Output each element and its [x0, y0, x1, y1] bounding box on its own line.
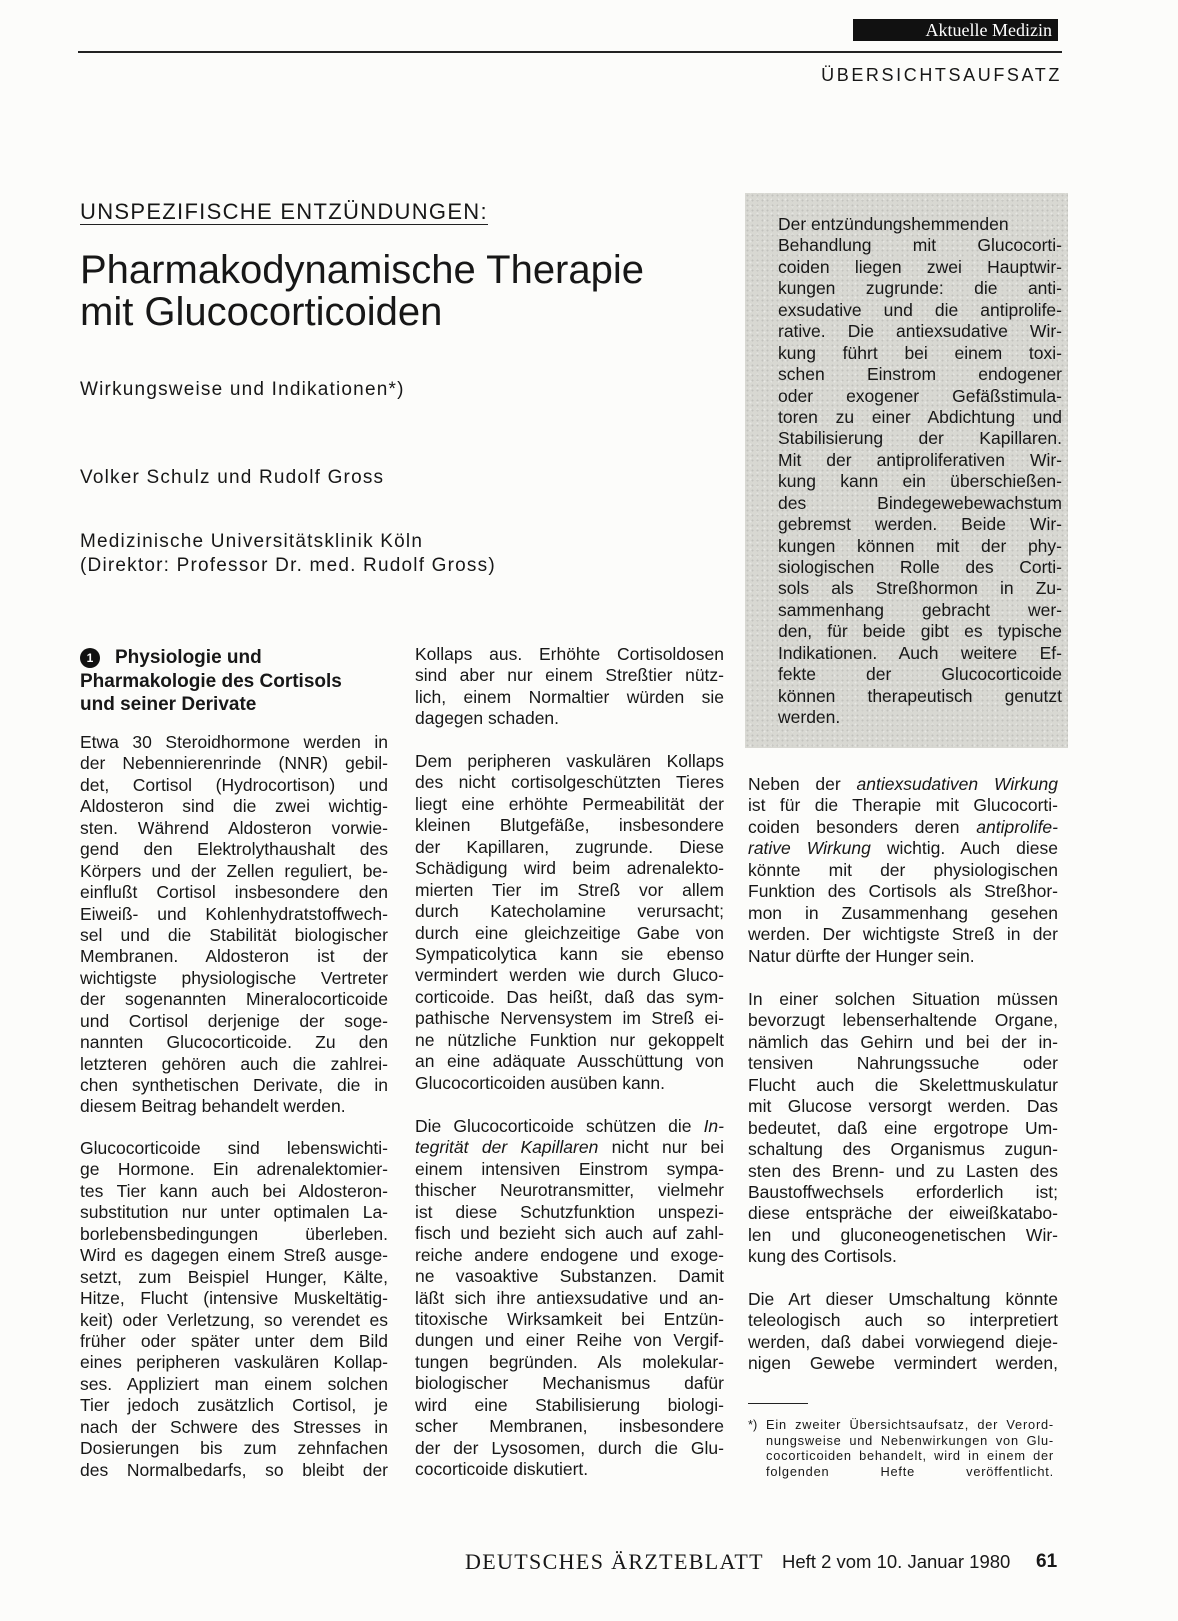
text-line: kungen können mit der phy-: [778, 535, 1062, 556]
text-line: kung des Cortisols.: [748, 1246, 897, 1267]
text-line: Membranen. Aldosteron ist der: [80, 946, 388, 967]
text-line: den, für beide gibt es typische: [778, 621, 1062, 642]
text-line: werden, daß dabei vorwiegend dieje-: [748, 1331, 1058, 1352]
text-line: einflußt Cortisol insbesondere den: [80, 882, 388, 903]
text-line: toren zu einer Abdichtung und: [778, 406, 1062, 427]
heading-line: Pharmakologie des Cortisols: [80, 670, 342, 692]
text-line: Körpers und der Zellen reguliert, be-: [80, 860, 388, 881]
text-line: bevorzugt lebenserhaltende Organe,: [748, 1010, 1058, 1031]
text-line: mierten Tier im Streß vor allem: [415, 879, 724, 900]
text-line: nannten Glucocorticoide. Zu den: [80, 1032, 388, 1053]
text-line: Die Glucocorticoide schützen die In-: [415, 1116, 724, 1136]
text-line: Stabilisierung der Kapillaren.: [778, 428, 1062, 449]
text-line: pathische Nervensystem im Streß ei-: [415, 1008, 724, 1029]
text-line: coiden besonders deren antiprolife-: [748, 816, 1058, 837]
text-line: Funktion des Cortisols als Streßhor-: [748, 881, 1058, 902]
text-line: Eiweiß- und Kohlenhydratstoffwech-: [80, 903, 388, 924]
text-line: sind aber nur einem Streßtier nütz-: [415, 665, 724, 686]
text-line: tensiven Nahrungssuche oder: [748, 1053, 1058, 1074]
text-line: Dem peripheren vaskulären Kollaps: [415, 751, 724, 771]
heading-text: Physiologie und: [115, 647, 262, 668]
text-line: Ein zweiter Übersichtsaufsatz, der Verord-: [766, 1417, 1054, 1432]
italic-text: tegrität der Kapillaren: [415, 1137, 599, 1158]
header-rule: [78, 51, 1062, 53]
heading-line: [80, 646, 388, 670]
text-line: scher Membranen, insbesondere: [415, 1416, 724, 1437]
text-line: des nicht cortisolgeschützten Tieres: [415, 772, 724, 793]
italic-text: rative Wirkung: [748, 838, 871, 859]
footnote-marker: *): [748, 1417, 758, 1432]
text-line: schaltung des Organismus zugun-: [748, 1139, 1058, 1160]
text-line: diesem Beitrag behandelt werden.: [80, 1096, 346, 1117]
text-line: läßt sich ihre antiexsudative und an-: [415, 1287, 724, 1308]
text-line: durch Katecholamine verursacht;: [415, 901, 724, 922]
text-line: einem intensiven Einstrom sympa-: [415, 1158, 724, 1179]
text-line: sammenhang gebracht wer-: [778, 599, 1062, 620]
text-line: fekte der Glucocorticoide: [778, 664, 1062, 685]
text-line: Hitze, Flucht (intensive Muskeltätig-: [80, 1288, 388, 1309]
text-line: coiden liegen zwei Hauptwir-: [778, 256, 1062, 277]
affiliation-line: (Direktor: Professor Dr. med. Rudolf Gross): [80, 555, 496, 576]
text-line: nigen Gewebe vermindert werden,: [748, 1353, 1058, 1374]
text-line: Behandlung mit Glucocorti-: [778, 235, 1062, 256]
text-line: kung kann ein überschießen-: [778, 471, 1062, 492]
text-line: kung führt bei einem toxi-: [778, 342, 1062, 363]
text-line: kungen zugrunde: die anti-: [778, 278, 1062, 299]
text-line: len und gluconeogenetischen Wir-: [748, 1224, 1058, 1245]
text-line: vermindert werden wie durch Gluco-: [415, 965, 724, 986]
text-line: der Nebennierenrinde (NNR) gebil-: [80, 753, 388, 774]
text-line: durch eine gleichzeitige Gabe von: [415, 922, 724, 943]
text-line: In einer solchen Situation müssen: [748, 989, 1058, 1009]
text-line: könnte mit der physiologischen: [748, 859, 1058, 880]
italic-text: antiexsudativen Wirkung: [856, 774, 1058, 794]
text-line: biologischer Mechanismus dafür: [415, 1373, 724, 1394]
text-line: kleinen Blutgefäße, insbesondere: [415, 815, 724, 836]
text-line: gebremst werden. Beide Wir-: [778, 514, 1062, 535]
text-line: dungen und einer Reihe von Vergif-: [415, 1330, 724, 1351]
text-line: Flucht auch die Skelettmuskulatur: [748, 1074, 1058, 1095]
body-paragraph: [748, 774, 1058, 967]
text-line: setzt, zum Beispiel Hunger, Kälte,: [80, 1266, 388, 1287]
text-line: der der Lysosomen, durch die Glu-: [415, 1437, 724, 1458]
text-line: sten des Brenn- und zu Lasten des: [748, 1160, 1058, 1181]
text-line: Sympaticolytica kann sie ebenso: [415, 943, 724, 964]
body-paragraph: [415, 1116, 724, 1480]
text-line: tes Tier kann auch bei Aldosteron-: [80, 1180, 388, 1201]
text-line: tegrität der Kapillaren nicht nur bei: [415, 1137, 724, 1158]
title-line: Pharmakodynamische Therapie: [80, 248, 645, 292]
issue-info: Heft 2 vom 10. Januar 1980: [782, 1551, 1011, 1572]
text-line: cocorticoiden behandelt, wird in einem der: [766, 1448, 1054, 1464]
affiliation-line: Medizinische Universitätsklinik Köln: [80, 531, 424, 552]
text-line: an eine adäquate Ausschüttung von: [415, 1051, 724, 1072]
author-affiliation: [80, 530, 496, 578]
body-paragraph: [415, 644, 724, 730]
text-line: thischer Neurotransmitter, vielmehr: [415, 1180, 724, 1201]
text-line: ist diese Schutzfunktion unspezi-: [415, 1201, 724, 1222]
text-line: sols als Streßhormon in Zu-: [778, 578, 1062, 599]
text-line: werden.: [778, 707, 841, 728]
text-line: rative. Die antiexsudative Wir-: [778, 321, 1062, 342]
text-line: Natur dürfte der Hunger sein.: [748, 945, 975, 966]
text-line: tungen begründen. Als molekular-: [415, 1351, 724, 1372]
text-line: Aldosteron sind die zwei wichtig-: [80, 796, 388, 817]
text-line: früher oder später unter dem Bild: [80, 1330, 388, 1351]
text-line: Baustoffwechsels erforderlich ist;: [748, 1181, 1058, 1202]
text-line: der sogenannten Mineralocorticoide: [80, 989, 388, 1010]
text-line: schen Einstrom endogener: [778, 364, 1062, 385]
text-line: oder exogener Gefäßstimula-: [778, 385, 1062, 406]
abstract-text: [778, 214, 1062, 729]
article-title: [80, 249, 644, 333]
text-line: werden. Der wichtigste Streß in der: [748, 924, 1058, 945]
text-line: wichtigste physiologische Vertreter: [80, 967, 388, 988]
text-line: diese entspräche der eiweißkatabo-: [748, 1203, 1058, 1224]
text-line: wird eine Stabilisierung biologi-: [415, 1394, 724, 1415]
text-line: nungsweise und Nebenwirkungen von Glu-: [766, 1432, 1054, 1448]
section-tag: Aktuelle Medizin: [853, 19, 1058, 41]
text-line: borlebensbedingungen überleben.: [80, 1223, 388, 1244]
section-number-badge: 1: [80, 648, 100, 668]
text-line: dagegen schaden.: [415, 708, 560, 729]
body-paragraph: [80, 732, 388, 1118]
body-paragraph: [415, 751, 724, 1094]
text-line: corticoide. Das heißt, daß das sym-: [415, 986, 724, 1007]
text-line: Dosierungen bis zum zehnfachen: [80, 1438, 388, 1459]
text-line: mon in Zusammenhang gesehen: [748, 902, 1058, 923]
body-paragraph: [748, 1289, 1058, 1375]
text-line: gend den Elektrolythaushalt des: [80, 839, 388, 860]
title-line: mit Glucocorticoiden: [80, 290, 443, 334]
text-line: Der entzündungshemmenden: [778, 214, 1009, 234]
text-line: rative Wirkung wichtig. Auch diese: [748, 838, 1058, 859]
text-line: Wird es dagegen einem Streß ausge-: [80, 1245, 388, 1266]
text-line: Neben der antiexsudativen Wirkung: [748, 774, 1058, 794]
heading-line: und seiner Derivate: [80, 694, 257, 715]
footnote-text: [766, 1417, 1054, 1480]
page-number: 61: [1036, 1551, 1058, 1572]
text-line: fisch und bezieht sich auch auf zahl-: [415, 1223, 724, 1244]
italic-text: In-: [703, 1116, 724, 1136]
article-subtitle: Wirkungsweise und Indikationen*): [80, 379, 405, 400]
text-line: bedeutet, daß eine ergotrope Um-: [748, 1117, 1058, 1138]
text-line: der Kapillaren, zugrunde. Diese: [415, 836, 724, 857]
text-line: Glucocorticoide sind lebenswichti-: [80, 1138, 388, 1158]
text-line: chen synthetischen Derivate, die in: [80, 1075, 388, 1095]
article-kicker: UNSPEZIFISCHE ENTZÜNDUNGEN:: [80, 199, 488, 224]
text-line: ne vasoaktive Substanzen. Damit: [415, 1266, 724, 1287]
text-line: siologischen Rolle des Corti-: [778, 557, 1062, 577]
article-authors: Volker Schulz und Rudolf Gross: [80, 467, 385, 488]
text-line: titoxische Wirksamkeit bei Entzün-: [415, 1308, 724, 1329]
text-line: reiche andere endogene und exoge-: [415, 1244, 724, 1265]
text-line: und Cortisol derjenige der soge-: [80, 1010, 388, 1031]
section-heading: [80, 646, 388, 717]
text-line: eines peripheren vaskulären Kollap-: [80, 1352, 388, 1373]
italic-text: antiprolife-: [976, 816, 1058, 837]
text-line: sel und die Stabilität biologischer: [80, 924, 388, 945]
journal-name: DEUTSCHES ÄRZTEBLATT: [465, 1549, 764, 1574]
text-line: ses. Appliziert man einem solchen: [80, 1373, 388, 1394]
text-line: letzteren gehören auch die zahlrei-: [80, 1053, 388, 1074]
text-line: Kollaps aus. Erhöhte Cortisoldosen: [415, 644, 724, 664]
text-line: Die Art dieser Umschaltung könnte: [748, 1289, 1058, 1309]
text-line: des Bindegewebewachstum: [778, 492, 1062, 513]
text-line: nach der Schwere des Stresses in: [80, 1416, 388, 1437]
text-line: Glucocorticoiden ausüben kann.: [415, 1072, 666, 1093]
text-line: det, Cortisol (Hydrocortison) und: [80, 774, 388, 795]
text-line: ist für die Therapie mit Glucocorti-: [748, 795, 1058, 816]
text-line: liegt eine erhöhte Permeabilität der: [415, 793, 724, 814]
text-line: ge Hormone. Ein adrenalektomier-: [80, 1159, 388, 1180]
text-line: des Normalbedarfs, so bleibt der: [80, 1459, 388, 1480]
text-line: Etwa 30 Steroidhormone werden in: [80, 732, 388, 752]
text-line: keit) oder Verletzung, so verendet es: [80, 1309, 388, 1330]
body-paragraph: [80, 1138, 388, 1481]
text-line: cocorticoide diskutiert.: [415, 1459, 589, 1479]
text-line: substitution nur unter optimalen La-: [80, 1202, 388, 1223]
article-type-label: ÜBERSICHTSAUFSATZ: [821, 65, 1062, 85]
text-line: mit Glucose versorgt werden. Das: [748, 1096, 1058, 1117]
body-paragraph: [748, 989, 1058, 1268]
text-line: können therapeutisch genutzt: [778, 685, 1062, 706]
text-line: nämlich das Gehirn und bei der in-: [748, 1031, 1058, 1052]
text-line: Mit der antiproliferativen Wir-: [778, 449, 1062, 470]
footnote-rule: [748, 1403, 808, 1404]
text-line: sten. Während Aldosteron vorwie-: [80, 817, 388, 838]
text-line: Schädigung wird beim adrenalekto-: [415, 858, 724, 879]
text-line: folgenden Hefte veröffentlicht.: [766, 1464, 1054, 1480]
text-line: Tier jedoch zusätzlich Cortisol, je: [80, 1395, 388, 1416]
text-line: teleologisch auch so interpretiert: [748, 1310, 1058, 1331]
text-line: ne nützliche Funktion nur gekoppelt: [415, 1029, 724, 1050]
text-line: exsudative und die antiprolife-: [778, 299, 1062, 320]
text-line: lich, einem Normaltier würden sie: [415, 686, 724, 707]
text-line: Indikationen. Auch weitere Ef-: [778, 642, 1062, 663]
